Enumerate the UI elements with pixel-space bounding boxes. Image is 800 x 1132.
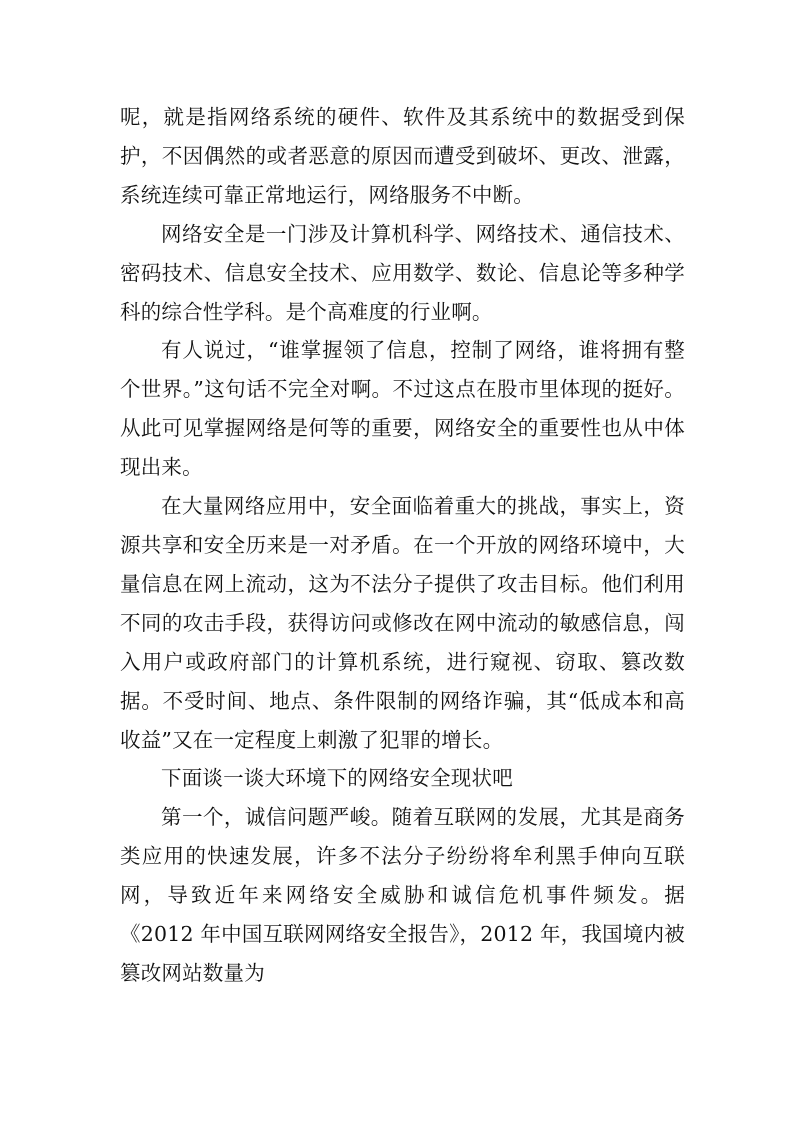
paragraph-1: 呢，就是指网络系统的硬件、软件及其系统中的数据受到保护，不因偶然的或者恶意的原因而遭受到破坏、更改、泄露，系统连续可靠正常地运行，网络服务不中断。 [120,105,685,207]
paragraph-3: 有人说过，“谁掌握领了信息，控制了网络，谁将拥有整个世界。”这句话不完全对啊。不过这点在股市里体现的挺好。从此可见掌握网络是何等的重要，网络安全的重要性也从中体现出来。 [120,338,685,480]
paragraph-6: 第一个，诚信问题严峻。随着互联网的发展，尤其是商务类应用的快速发展，许多不法分子纷纷将牟利黑手伸向互联网，导致近年来网络安全威胁和诚信危机事件频发。据《2012 年中国互联网网络安全报告》，2012 年，我国境内被篡改网站数量为 [120,805,685,985]
document-body [120,98,685,993]
paragraph-5: 下面谈一谈大环境下的网络安全现状吧 [161,766,513,791]
paragraph-4: 在大量网络应用中，安全面临着重大的挑战，事实上，资源共享和安全历来是一对矛盾。在一个开放的网络环境中，大量信息在网上流动，这为不法分子提供了攻击目标。他们利用不同的攻击手段，获得访问或修改在网中流动的敏感信息，闯入用户或政府部门的计算机系统，进行窥视、窃取、篡改数据。不受时间、地点、条件限制的网络诈骗，其“低成本和高收益”又在一定程度上刺激了犯罪的增长。 [120,494,685,752]
paragraph-2: 网络安全是一门涉及计算机科学、网络技术、通信技术、密码技术、信息安全技术、应用数学、数论、信息论等多种学科的综合性学科。是个高难度的行业啊。 [120,221,685,324]
